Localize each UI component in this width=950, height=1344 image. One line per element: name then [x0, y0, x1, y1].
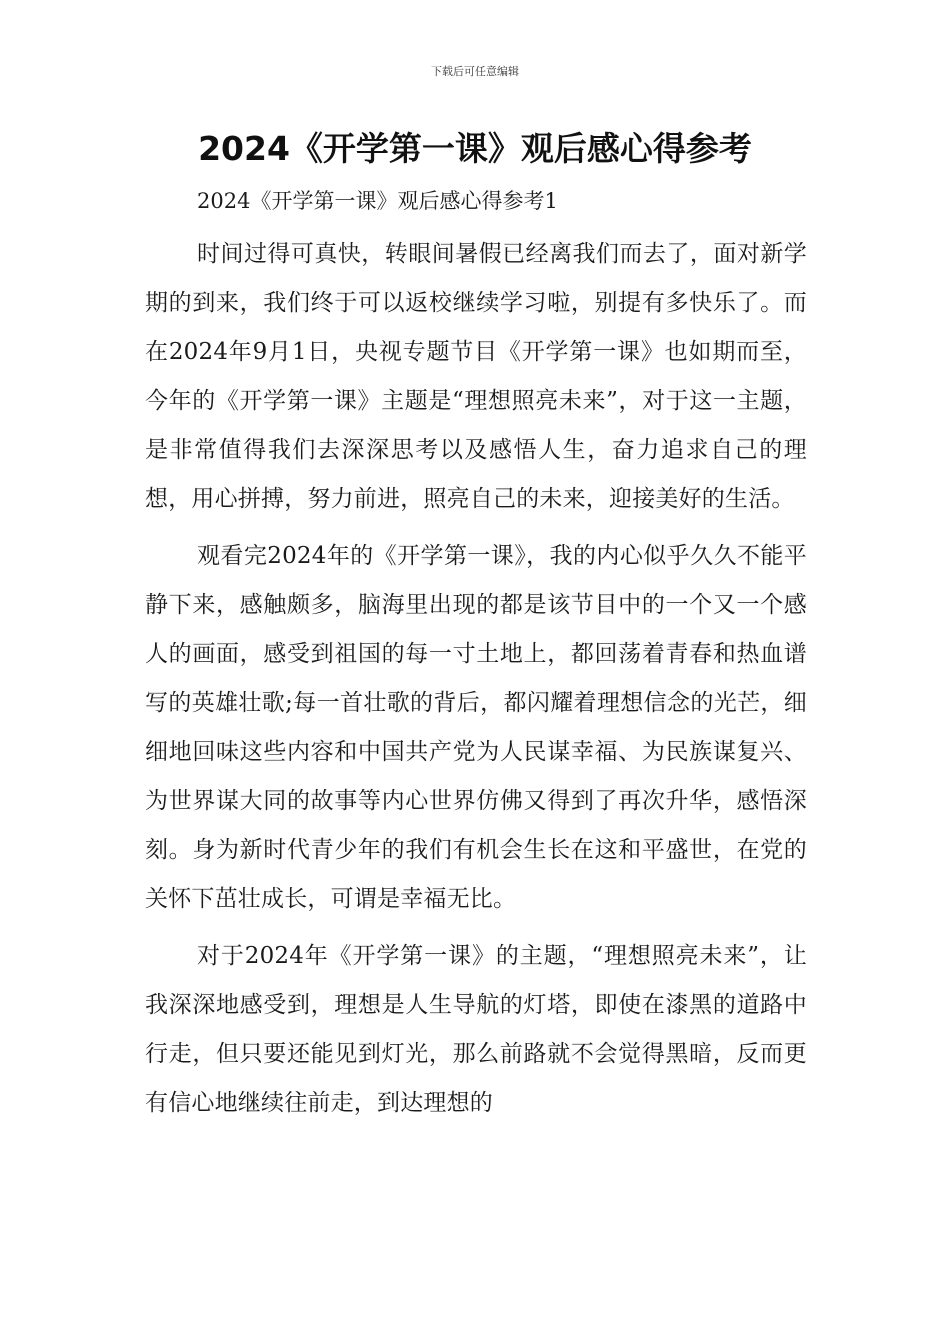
document-title: 2024《开学第一课》观后感心得参考 [198, 129, 752, 168]
document-body [145, 181, 807, 1128]
header-note: 下载后可任意编辑 [431, 65, 519, 78]
paragraph-2: 观看完2024年的《开学第一课》，我的内心似乎久久不能平静下来，感触颇多，脑海里出现的都是该节目中的一个又一个感人的画面，感受到祖国的每一寸土地上，都回荡着青春和热血谱写的英雄壮歌;每一首壮歌的背后，都闪耀着理想信念的光芒，细细地回味这些内容和中国共产党为人民谋幸福、为民族谋复兴、为世界谋大同的故事等内心世界仿佛又得到了再次升华，感悟深刻。身为新时代青少年的我们有机会生长在这和平盛世，在党的关怀下茁壮成长，可谓是幸福无比。 [145, 543, 807, 912]
paragraph-1: 时间过得可真快，转眼间暑假已经离我们而去了，面对新学期的到来，我们终于可以返校继续学习啦，别提有多快乐了。而在2024年9月1日，央视专题节目《开学第一课》也如期而至，今年的《开学第一课》主题是“理想照亮未来”，对于这一主题，是非常值得我们去深深思考以及感悟人生，奋力追求自己的理想，用心拼搏，努力前进，照亮自己的未来，迎接美好的生活。 [145, 241, 807, 512]
paragraph-3: 对于2024年《开学第一课》的主题，“理想照亮未来”，让我深深地感受到，理想是人生导航的灯塔，即使在漆黑的道路中行走，但只要还能见到灯光，那么前路就不会觉得黑暗，反而更有信心地继续往前走，到达理想的 [145, 943, 807, 1116]
document-subtitle: 2024《开学第一课》观后感心得参考1 [197, 189, 558, 213]
